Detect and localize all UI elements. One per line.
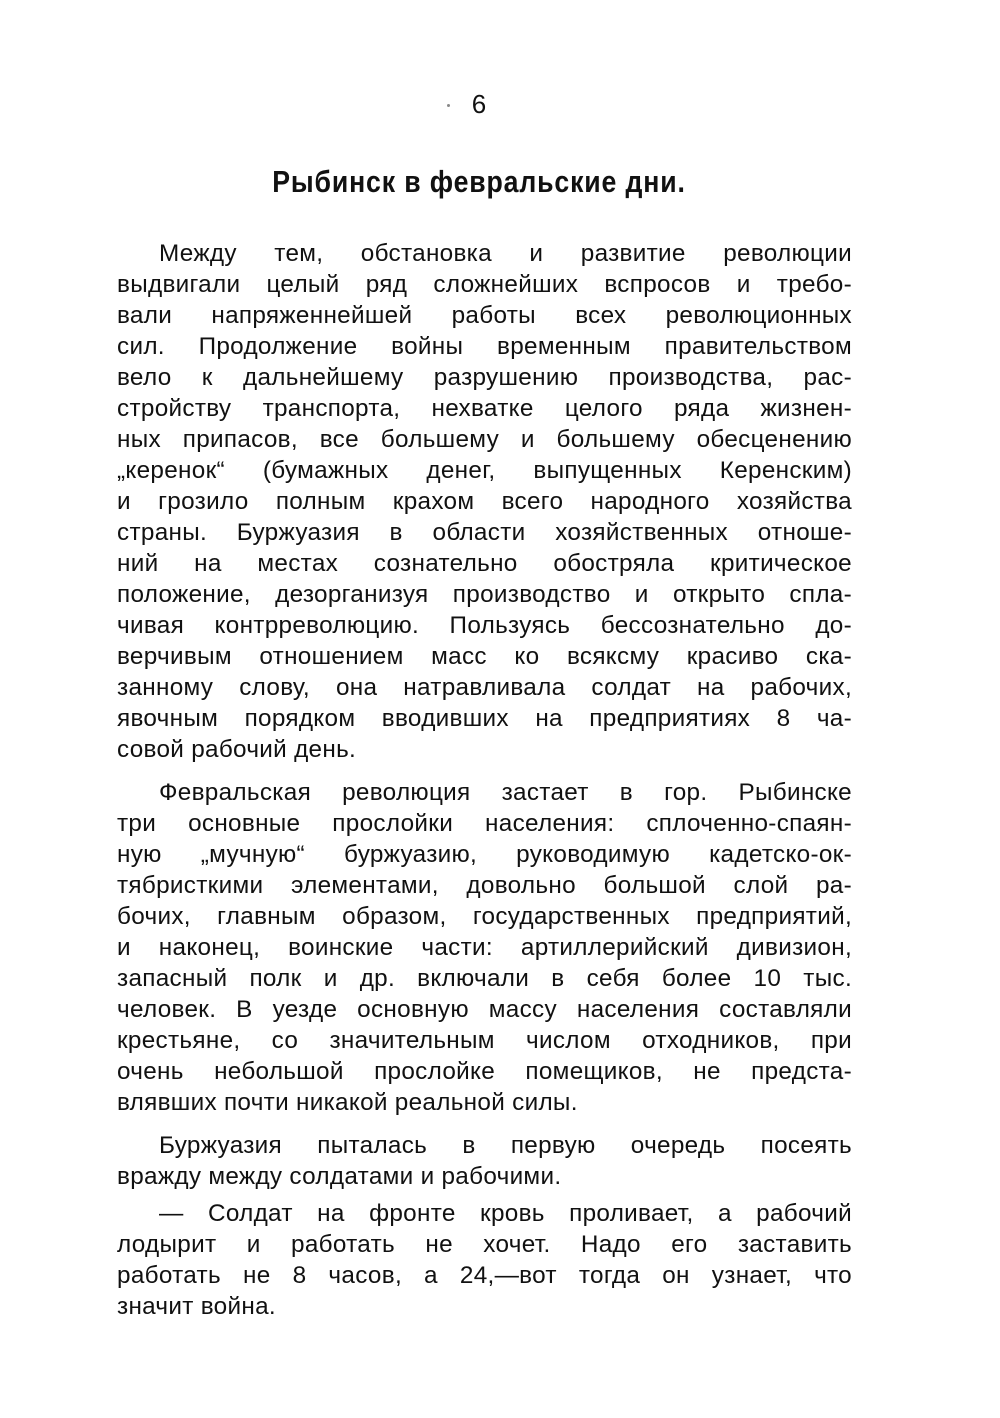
text-line: чивая контрреволюцию. Пользуясь бессознательно до-: [117, 612, 852, 639]
text-line: бочих, главным образом, государственных предприятий,: [117, 903, 852, 930]
text-line: Между тем, обстановка и развитие революции: [159, 240, 852, 267]
text-line: крестьяне, со значительным числом отходников, при: [117, 1027, 852, 1054]
paragraph-4: [117, 1198, 852, 1322]
paragraph-3: [117, 1130, 852, 1192]
text-line: страны. Буржуазия в области хозяйственных отноше-: [117, 519, 852, 546]
text-line: вали напряженнейшей работы всех революционных: [117, 302, 852, 329]
text-line: значит война.: [117, 1293, 276, 1320]
paragraph-2: [117, 777, 852, 1118]
paragraph-1: [117, 238, 852, 765]
text-line: занному слову, она натравливала солдат на рабочих,: [117, 674, 852, 701]
text-line: лодырит и работать не хочет. Надо его заставить: [117, 1231, 852, 1258]
text-line: сил. Продолжение войны временным правительством: [117, 333, 852, 360]
chapter-title: Рыбинск в февральские дни.: [272, 164, 686, 199]
text-line: три основные прослойки населения: сплоченно-спаян-: [117, 810, 852, 837]
text-line: запасный полк и др. включали в себя более 10 тыс.: [117, 965, 852, 992]
text-line: выдвигали целый ряд сложнейших вспросов и требо-: [117, 271, 852, 298]
text-line: совой рабочий день.: [117, 736, 357, 763]
text-line: явочным порядком вводивших на предприятиях 8 ча-: [117, 705, 852, 732]
text-line: и наконец, воинские части: артиллерийский дивизион,: [117, 934, 852, 961]
text-line: тябристкими элементами, довольно большой слой ра-: [117, 872, 852, 899]
text-line: очень небольшой прослойке помещиков, не предста-: [117, 1058, 852, 1085]
text-line: ний на местах сознательно обостряла критическое: [117, 550, 852, 577]
text-line: стройству транспорта, нехватке целого ряда жизнен-: [117, 395, 852, 422]
text-line: верчивым отношением масс ко всяксму красиво ска-: [117, 643, 852, 670]
page-number: 6: [471, 89, 487, 119]
text-line: работать не 8 часов, а 24,—вот тогда он узнает, что: [117, 1262, 852, 1289]
text-line: влявших почти никакой реальной силы.: [117, 1089, 578, 1116]
text-line: положение, дезорганизуя производство и открыто спла-: [117, 581, 852, 608]
text-line: человек. В уезде основную массу населения составляли: [117, 996, 852, 1023]
text-line: Буржуазия пыталась в первую очередь посеять: [159, 1132, 852, 1159]
text-line: „керенок“ (бумажных денег, выпущенных Керенским): [117, 457, 852, 484]
text-line: Февральская революция застает в гор. Рыбинске: [159, 779, 852, 806]
text-line: вражду между солдатами и рабочими.: [117, 1163, 562, 1190]
text-line: вело к дальнейшему разрушению производства, рас-: [117, 364, 852, 391]
text-line: ную „мучную“ буржуазию, руководимую кадетско-ок-: [117, 841, 852, 868]
text-line: ных припасов, все большему и большему обесценению: [117, 426, 852, 453]
text-line: — Солдат на фронте кровь проливает, а рабочий: [159, 1200, 852, 1227]
text-line: и грозило полным крахом всего народного хозяйства: [117, 488, 852, 515]
